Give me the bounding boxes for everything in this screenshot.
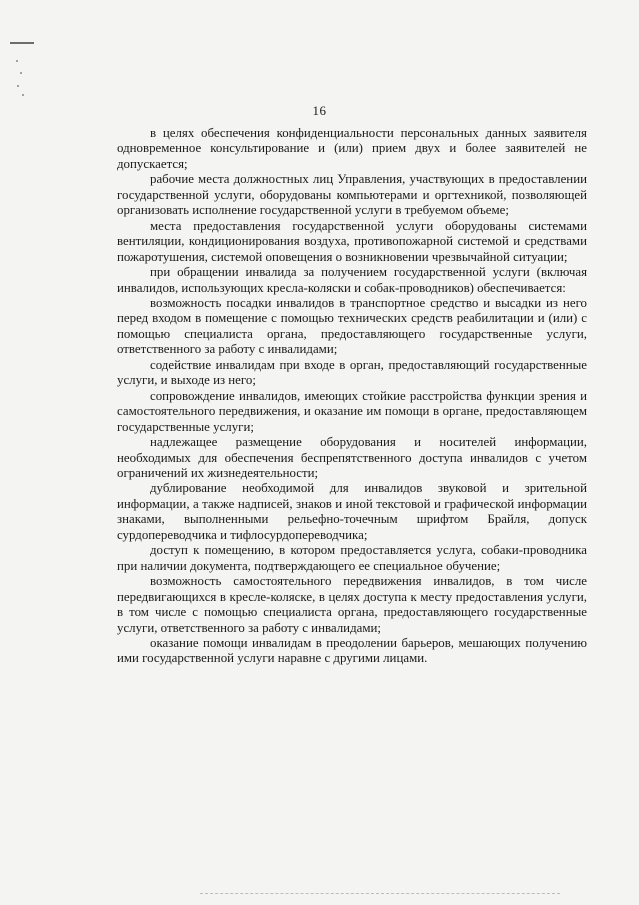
paragraph-equipment-placement: надлежащее размещение оборудования и носителей информации, необходимых для обеспечения беспрепятственного доступа инвалидов с учетом ограничений их жизнедеятельности; — [117, 435, 587, 480]
scan-edge-mark — [10, 42, 34, 44]
page-number: 16 — [312, 103, 327, 118]
scan-noise-dots — [14, 58, 26, 98]
paragraph-confidentiality: в целях обеспечения конфиденциальности персональных данных заявителя одновременное консультирование и (или) прием двух и более заявителей не допускается; — [117, 126, 587, 171]
paragraph-barrier-help: оказание помощи инвалидам в преодолении барьеров, мешающих получению ими государственной услуги наравне с другими лицами. — [117, 635, 587, 666]
paragraph-information-duplication: дублирование необходимой для инвалидов звуковой и зрительной информации, а также надписей, знаков и иной текстовой и графической информации знаками, выполненными рельефно-точечным шрифтом Брайля, допуск сурдопереводчика и тифлосурдопереводчика; — [117, 481, 587, 542]
paragraph-transport-boarding: возможность посадки инвалидов в транспортное средство и высадки из него перед входом в помещение с помощью технических средств реабилитации и (или) с помощью специалиста органа, предоставляющего государственные услуги, ответственного за работу с инвалидами; — [117, 295, 587, 357]
paragraph-disabled-access-intro: при обращении инвалида за получением государственной услуги (включая инвалидов, использующих кресла-коляски и собак-проводников) обеспечивается: — [117, 265, 587, 295]
paragraph-independent-movement: возможность самостоятельного передвижения инвалидов, в том числе передвигающихся в кресле-коляске, в целях доступа к месту предоставления услуги, в том числе с помощью специалиста органа, предоставляющего государственные услуги, ответственного за работу с инвалидами; — [117, 574, 587, 635]
document-body — [117, 126, 587, 667]
paragraph-workplaces: рабочие места должностных лиц Управления, участвующих в предоставлении государственной услуги, оборудованы компьютерами и оргтехникой, позволяющей организовать исполнение государственной услуги в требуемом объеме; — [117, 172, 587, 218]
paragraph-guide-dog-access: доступ к помещению, в котором предоставляется услуга, собаки-проводника при наличии документа, подтверждающего ее специальное обучение; — [117, 543, 587, 573]
paragraph-escort: сопровождение инвалидов, имеющих стойкие расстройства функции зрения и самостоятельного передвижения, и оказание им помощи в органе, предоставляющем государственные услуги; — [117, 388, 587, 434]
paragraph-ventilation-safety: места предоставления государственной услуги оборудованы системами вентиляции, кондиционирования воздуха, противопожарной системой и средствами пожаротушения, системой оповещения о возникновении чрезвычайной ситуации; — [117, 218, 587, 264]
scan-bottom-edge — [200, 893, 560, 895]
paragraph-entry-assistance: содействие инвалидам при входе в орган, предоставляющий государственные услуги, и выходе из него; — [117, 357, 587, 388]
